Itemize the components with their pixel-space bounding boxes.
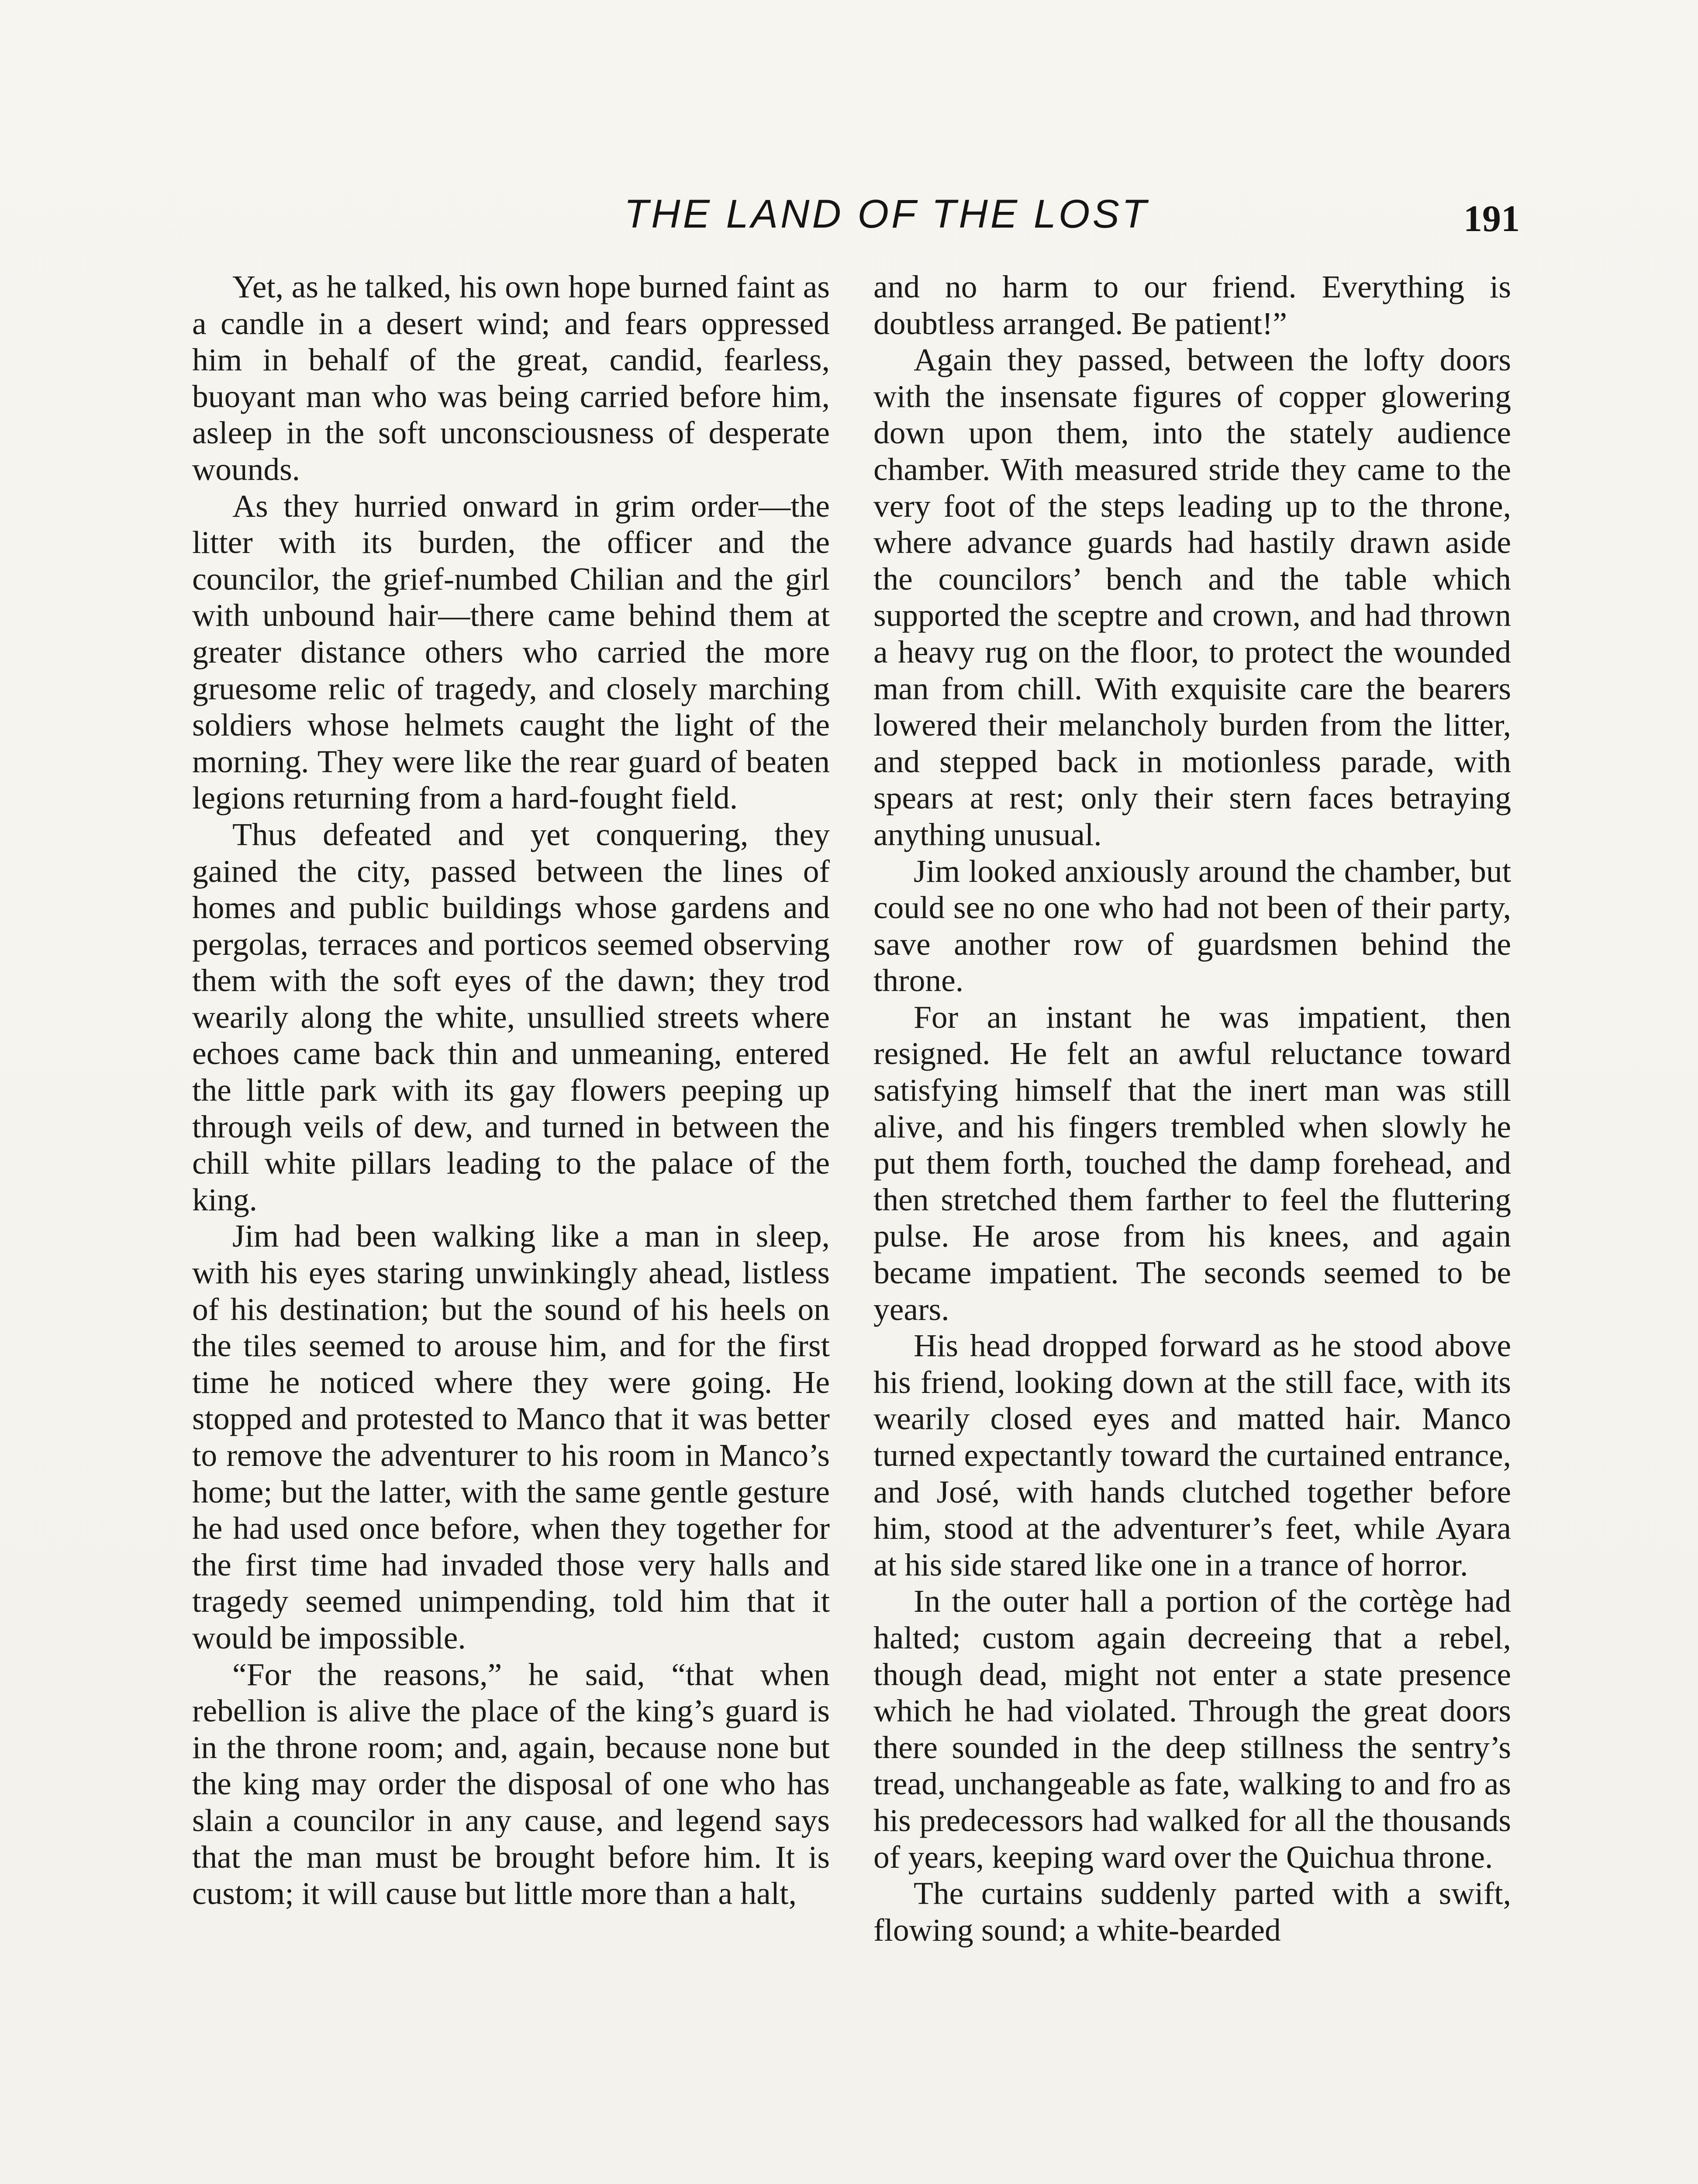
left-text-column [192,269,830,1912]
paragraph: For an instant he was impatient, then resigned. He felt an awful reluctance toward satisfying himself that the inert man was still alive, and his fingers trembled when slowly he put them forth, touched the damp forehead, and then stretched them farther to feel the fluttering pulse. He arose from his knees, and again became impatient. The seconds seemed to be years. [873,999,1511,1327]
paragraph: Jim looked anxiously around the chamber, but could see no one who had not been of their party, save another row of guardsmen behind the throne. [873,853,1511,999]
paragraph: “For the reasons,” he said, “that when rebellion is alive the place of the king’s guard is in the throne room; and, again, because none but the king may order the disposal of one who has slain a councilor in any cause, and legend says that the man must be brought before him. It is custom; it will cause but little more than a halt, [192,1656,830,1911]
paragraph: His head dropped forward as he stood above his friend, looking down at the still face, with its wearily closed eyes and matted hair. Manco turned expectantly toward the curtained entrance, and José, with hands clutched together before him, stood at the adventurer’s feet, while Ayara at his side stared like one in a trance of horror. [873,1328,1511,1583]
paragraph: Yet, as he talked, his own hope burned faint as a candle in a desert wind; and fears oppressed him in behalf of the great, candid, fearless, buoyant man who was being carried before him, asleep in the soft unconsciousness of desperate wounds. [192,269,830,487]
paragraph: Again they passed, between the lofty doors with the insensate figures of copper glowering down upon them, into the stately audience chamber. With measured stride they came to the very foot of the steps leading up to the throne, where advance guards had hastily drawn aside the councilors’ bench and the table which supported the sceptre and crown, and had thrown a heavy rug on the floor, to protect the wounded man from chill. With exquisite care the bearers lowered their melancholy burden from the litter, and stepped back in motionless parade, with spears at rest; only their stern faces betraying anything unusual. [873,342,1511,852]
page-number: 191 [1463,197,1520,239]
running-title: THE LAND OF THE LOST [624,192,1149,236]
paragraph: Jim had been walking like a man in sleep, with his eyes staring unwinkingly ahead, listless of his destination; but the sound of his heels on the tiles seemed to arouse him, and for the first time he noticed where they were going. He stopped and protested to Manco that it was better to remove the adventurer to his room in Manco’s home; but the latter, with the same gentle gesture he had used once before, when they together for the first time had invaded those very halls and tragedy seemed unimpending, told him that it would be impossible. [192,1218,830,1655]
right-text-column [873,269,1511,1948]
paragraph: The curtains suddenly parted with a swift, flowing sound; a white-bearded [873,1876,1511,1948]
paragraph-continuation: and no harm to our friend. Everything is doubtless arranged. Be patient!” [873,269,1511,341]
page-header [0,188,1698,240]
paragraph: As they hurried onward in grim order—the litter with its burden, the officer and the councilor, the grief-numbed Chilian and the girl with unbound hair—there came behind them at greater distance others who carried the more gruesome relic of tragedy, and closely marching soldiers whose helmets caught the light of the morning. They were like the rear guard of beaten legions returning from a hard-fought field. [192,488,830,816]
paragraph: In the outer hall a portion of the cortège had halted; custom again decreeing that a rebel, though dead, might not enter a state presence which he had violated. Through the great doors there sounded in the deep stillness the sentry’s tread, unchangeable as fate, walking to and fro as his predecessors had walked for all the thousands of years, keeping ward over the Quichua throne. [873,1583,1511,1875]
paragraph: Thus defeated and yet conquering, they gained the city, passed between the lines of homes and public buildings whose gardens and pergolas, terraces and porticos seemed observing them with the soft eyes of the dawn; they trod wearily along the white, unsullied streets where echoes came back thin and unmeaning, entered the little park with its gay flowers peeping up through veils of dew, and turned in between the chill white pillars leading to the palace of the king. [192,816,830,1217]
